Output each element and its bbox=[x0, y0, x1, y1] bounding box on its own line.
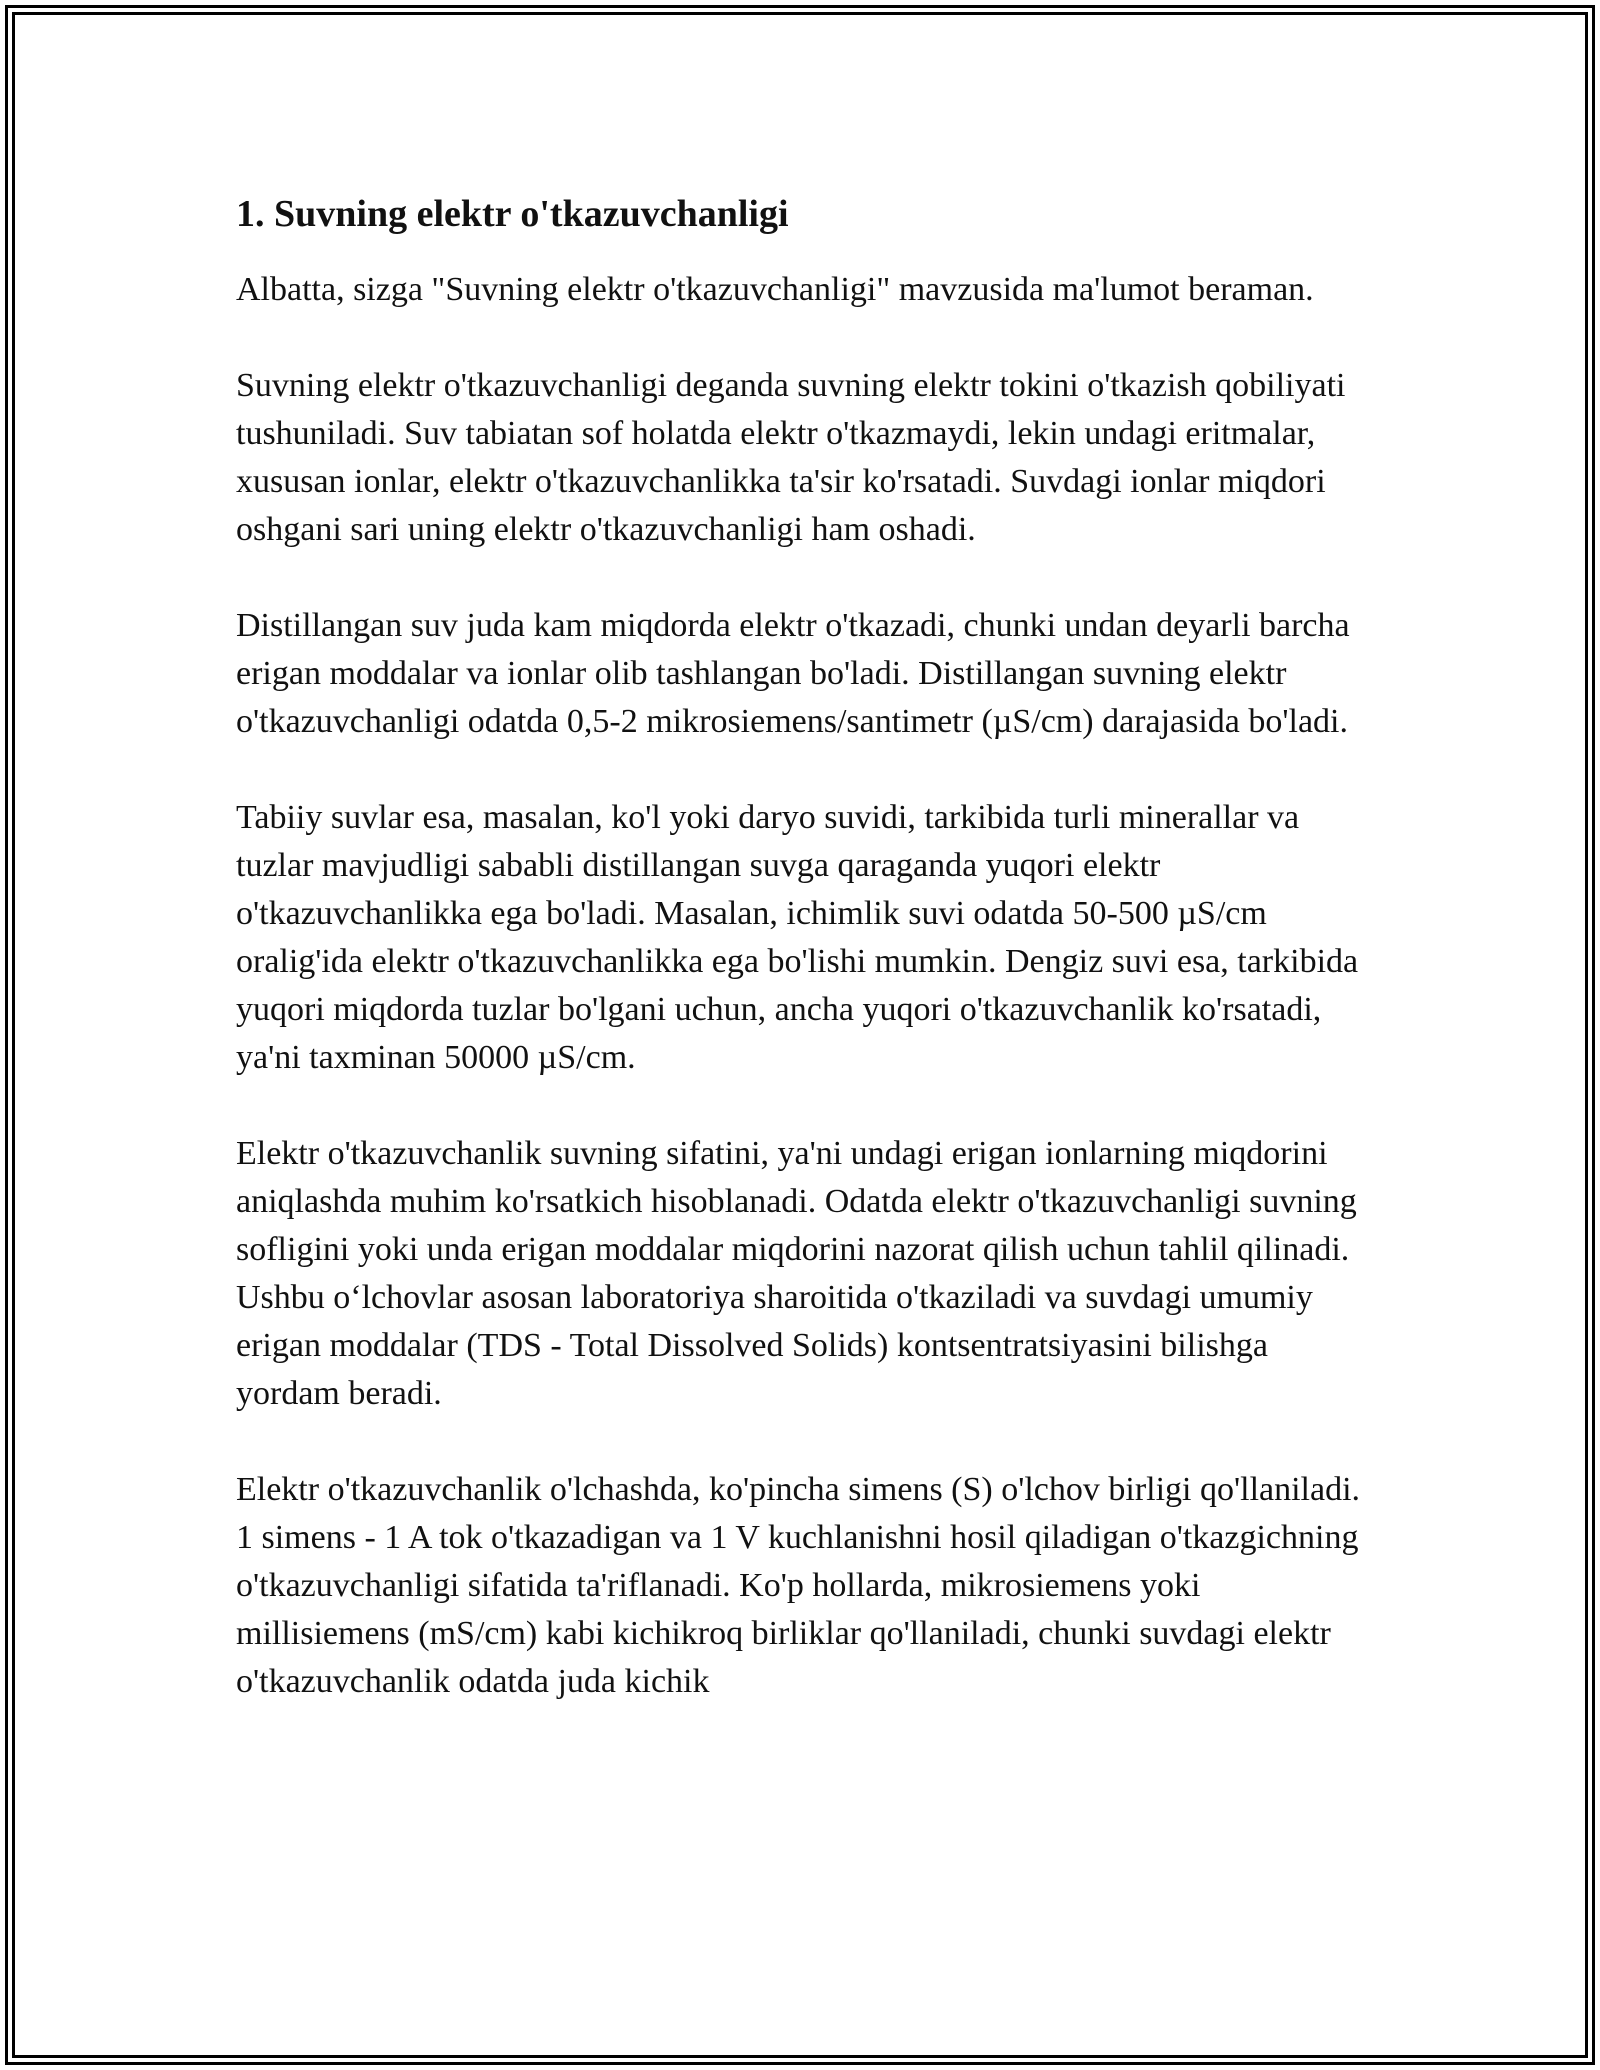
paragraph-units: Elektr o'tkazuvchanlik o'lchashda, ko'pincha simens (S) o'lchov birligi qo'llaniladi. 1 simens - 1 A tok o'tkazadigan va 1 V kuchlanishni hosil qiladigan o'tkazgichning o'tkazuvchanligi sifatida ta'riflanadi. Ko'p hollarda, mikrosiemens yoki millisiemens (mS/cm) kabi kichikroq birliklar qo'llaniladi, chunki suvdagi elektr o'tkazuvchanlik odatda juda kichik bbox=[236, 1471, 1361, 1700]
document-body bbox=[236, 184, 1366, 1706]
document-title: 1. Suvning elektr o'tkazuvchanligi bbox=[236, 193, 789, 235]
paragraph-natural-water: Tabiiy suvlar esa, masalan, ko'l yoki daryo suvidi, tarkibida turli minerallar va tuzlar mavjudligi sababli distillangan suvga qaraganda yuqori elektr o'tkazuvchanlikka ega bo'ladi. Masalan, ichimlik suvi odatda 50-500 µS/cm oralig'ida elektr o'tkazuvchanlikka ega bo'lishi mumkin. Dengiz suvi esa, tarkibida yuqori miqdorda tuzlar bo'lgani uchun, ancha yuqori o'tkazuvchanlik ko'rsatadi, ya'ni taxminan 50000 µS/cm. bbox=[236, 799, 1359, 1076]
paragraph-intro: Albatta, sizga "Suvning elektr o'tkazuvchanligi" mavzusida ma'lumot beraman. bbox=[236, 271, 1314, 308]
paragraph-distilled-water: Distillangan suv juda kam miqdorda elektr o'tkazadi, chunki undan deyarli barcha erigan moddalar va ionlar olib tashlangan bo'ladi. Distillangan suvning elektr o'tkazuvchanligi odatda 0,5-2 mikrosiemens/santimetr (µS/cm) darajasida bo'ladi. bbox=[236, 607, 1350, 740]
paragraph-quality-indicator: Elektr o'tkazuvchanlik suvning sifatini, ya'ni undagi erigan ionlarning miqdorini aniqlashda muhim ko'rsatkich hisoblanadi. Odatda elektr o'tkazuvchanligi suvning sofligini yoki unda erigan moddalar miqdorini nazorat qilish uchun tahlil qilinadi. Ushbu o‘lchovlar asosan laboratoriya sharoitida o'tkaziladi va suvdagi umumiy erigan moddalar (TDS - Total Dissolved Solids) kontsentratsiyasini bilishga yordam beradi. bbox=[236, 1135, 1357, 1412]
paragraph-definition: Suvning elektr o'tkazuvchanligi deganda suvning elektr tokini o'tkazish qobiliyati tushuniladi. Suv tabiatan sof holatda elektr o'tkazmaydi, lekin undagi eritmalar, xususan ionlar, elektr o'tkazuvchanlikka ta'sir ko'rsatadi. Suvdagi ionlar miqdori oshgani sari uning elektr o'tkazuvchanligi ham oshadi. bbox=[236, 367, 1346, 548]
